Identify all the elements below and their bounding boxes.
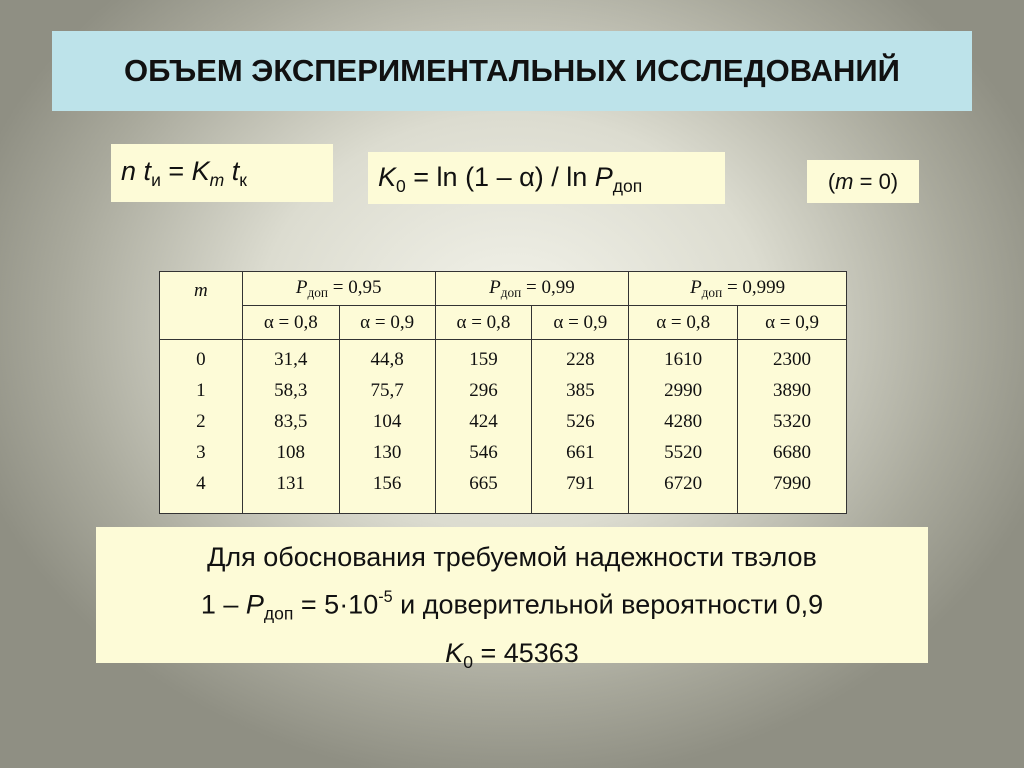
table-cell: 791 <box>566 473 595 494</box>
header-alpha-5: α = 0,8 <box>629 306 738 340</box>
formula-K0 <box>368 152 725 204</box>
formula-K0-K: K <box>378 162 397 192</box>
table-cell: 546 <box>469 442 498 463</box>
column-m-values <box>160 340 243 514</box>
formula-m: m <box>835 169 854 194</box>
table-cell: 159 <box>469 349 498 370</box>
table-cell: 4280 <box>664 411 703 432</box>
table-cell: 228 <box>566 349 595 370</box>
header-p-099 <box>435 272 629 306</box>
formula-t2: t <box>231 156 240 186</box>
column-p095-a09 <box>339 340 435 514</box>
table-cell: 83,5 <box>274 411 308 432</box>
table-cell: 0 <box>196 349 206 370</box>
table-cell: 1 <box>196 380 206 401</box>
table-cell: 1610 <box>664 349 703 370</box>
table-cell: 5520 <box>664 442 703 463</box>
header-p-0999-value: = 0,999 <box>722 276 786 298</box>
conclusion-line-3 <box>96 633 928 682</box>
formula-m-open: ( <box>827 169 836 194</box>
table-cell: 526 <box>566 411 595 432</box>
conclusion-line-2-suffix: и доверительной вероятности 0,9 <box>392 589 824 620</box>
table-cell: 131 <box>276 473 306 494</box>
table-cell: 424 <box>469 411 498 432</box>
formula-equals: = <box>160 156 192 186</box>
formula-n: n <box>121 156 137 186</box>
formula-K0-sub: 0 <box>396 176 406 197</box>
header-alpha-2: α = 0,9 <box>339 306 435 340</box>
conclusion-K-value: = 45363 <box>472 638 579 669</box>
formula-K0-P: P <box>594 162 613 192</box>
formula-K0-P-sub: доп <box>612 176 643 197</box>
header-p-095 <box>242 272 435 306</box>
header-alpha-6: α = 0,9 <box>738 306 847 340</box>
page-title: ОБЪЕМ ЭКСПЕРИМЕНТАЛЬНЫХ ИССЛЕДОВАНИЙ <box>124 53 900 88</box>
table-cell: 385 <box>566 380 595 401</box>
conclusion-box <box>96 527 928 673</box>
conclusion-K: K <box>445 638 464 669</box>
conclusion-line-1: Для обоснования требуемой надежности твэлов <box>207 542 817 572</box>
table-cell: 130 <box>372 442 402 463</box>
header-p-099-value: = 0,99 <box>521 276 575 298</box>
table-cell: 2 <box>196 411 206 432</box>
table-cell: 108 <box>276 442 306 463</box>
table-cell: 4 <box>196 473 206 494</box>
column-p095-a08 <box>242 340 339 514</box>
column-p0999-a09 <box>738 340 847 514</box>
table-cell: 665 <box>469 473 498 494</box>
column-p099-a08 <box>435 340 532 514</box>
header-p-0999-symbol: P <box>690 276 702 298</box>
table-cell: 2990 <box>664 380 703 401</box>
k-values-table <box>159 271 847 514</box>
table-cell: 3 <box>196 442 206 463</box>
header-alpha-3: α = 0,8 <box>435 306 532 340</box>
conclusion-K-sub: 0 <box>463 652 473 673</box>
table-cell: 44,8 <box>370 349 404 370</box>
header-p-095-value: = 0,95 <box>328 276 382 298</box>
conclusion-P: P <box>245 589 264 620</box>
formula-t-sub: и <box>151 170 161 191</box>
formula-m-zero <box>807 160 919 203</box>
table-cell: 7990 <box>773 473 812 494</box>
title-banner <box>52 31 972 111</box>
column-p099-a09 <box>532 340 629 514</box>
header-p-0999-sub: доп <box>701 284 723 300</box>
table-cell: 3890 <box>773 380 812 401</box>
table-cell: 6680 <box>773 442 812 463</box>
table-cell: 2300 <box>773 349 812 370</box>
header-alpha-4: α = 0,9 <box>532 306 629 340</box>
table-cell: 5320 <box>773 411 812 432</box>
header-p-095-sub: доп <box>307 284 329 300</box>
conclusion-line-2-value: = 5·10 <box>293 589 379 620</box>
table-cell: 296 <box>469 380 498 401</box>
table-cell: 661 <box>566 442 595 463</box>
table-cell: 75,7 <box>370 380 404 401</box>
formula-n-t <box>111 144 333 202</box>
table-cell: 104 <box>372 411 402 432</box>
formula-K-sub: m <box>209 170 225 191</box>
header-p-0999 <box>629 272 847 306</box>
table-cell: 6720 <box>664 473 703 494</box>
formula-K: K <box>191 156 210 186</box>
header-p-099-sub: доп <box>500 284 522 300</box>
header-p-099-symbol: P <box>489 276 501 298</box>
formula-K0-rest: = ln (1 – α) / ln <box>405 162 595 192</box>
header-alpha-1: α = 0,8 <box>242 306 339 340</box>
header-p-095-symbol: P <box>295 276 308 298</box>
formula-t2-sub: к <box>239 170 247 191</box>
conclusion-line-2-prefix: 1 – <box>200 589 246 620</box>
table-cell: 31,4 <box>274 349 308 370</box>
table-cell: 58,3 <box>274 380 308 401</box>
formula-m-rest: = 0) <box>853 169 899 194</box>
conclusion-line-2 <box>96 577 928 633</box>
conclusion-P-sub: доп <box>263 603 294 624</box>
header-m: m <box>160 272 243 340</box>
conclusion-exponent: -5 <box>378 588 393 606</box>
table-cell: 156 <box>372 473 402 494</box>
column-p0999-a08 <box>629 340 738 514</box>
formula-t: t <box>143 156 152 186</box>
